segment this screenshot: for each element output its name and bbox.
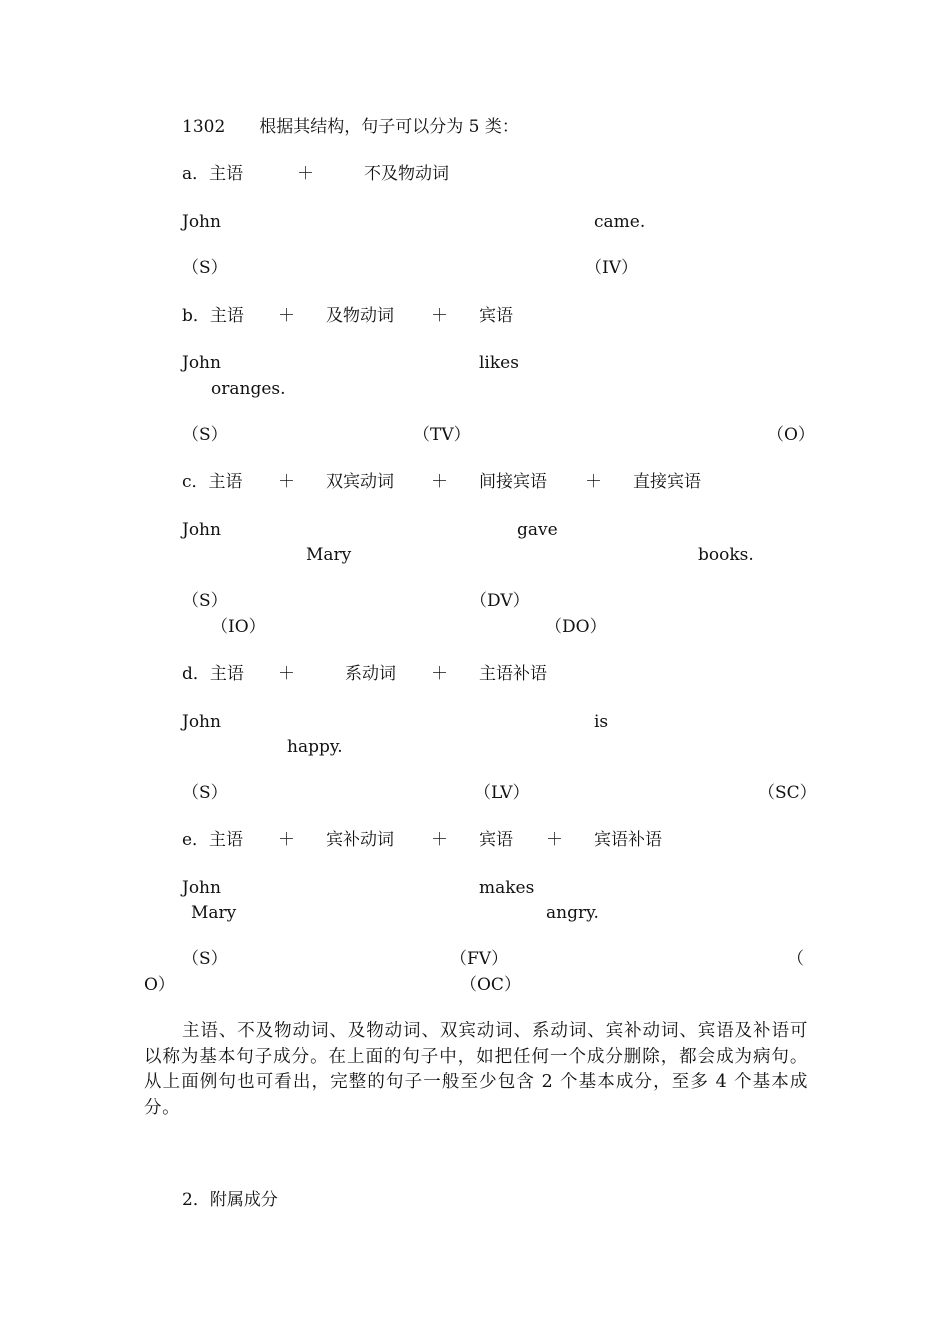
abbr-e-complement: （OC） [460, 975, 521, 995]
pattern-b-verb: 及物动词 [326, 306, 394, 326]
example-d-subject: John [182, 712, 221, 732]
example-a-verb: came. [594, 212, 646, 232]
abbr-c-indirect-object: （IO） [211, 617, 266, 637]
pattern-c-indirect-object: 间接宾语 [479, 472, 547, 492]
example-c-indirect-object: Mary [306, 545, 352, 565]
abbr-a-verb: （IV） [585, 258, 638, 278]
pattern-b-plus1: ＋ [278, 306, 295, 326]
abbr-e-object-open: （ [787, 949, 804, 969]
example-d-verb: is [594, 712, 609, 732]
pattern-c-direct-object: 直接宾语 [633, 472, 701, 492]
section-heading: 1302 根据其结构，句子可以分为 5 类： [182, 117, 519, 137]
abbr-d-complement: （SC） [758, 783, 817, 803]
example-e-subject: John [182, 878, 221, 898]
pattern-e-plus2: ＋ [431, 830, 448, 850]
example-b-verb: likes [479, 353, 519, 373]
pattern-d-subject-complement: 主语补语 [479, 664, 547, 684]
pattern-a-verb: 不及物动词 [364, 164, 449, 184]
pattern-c-plus2: ＋ [431, 472, 448, 492]
example-d-complement: happy. [287, 737, 343, 757]
summary-paragraph: 主语、不及物动词、及物动词、双宾动词、系动词、宾补动词、宾语及补语可以称为基本句子成分。在上面的句子中，如把任何一个成分删除，都会成为病句。从上面例句也可看出，完整的句子一般至少包含 2 个基本成分，至多 4 个基本成分。 [144, 1021, 808, 1118]
example-c-direct-object: books. [698, 545, 754, 565]
example-c-subject: John [182, 520, 221, 540]
abbr-a-subject: （S） [182, 258, 228, 278]
pattern-d-label: d．主语 [182, 664, 244, 684]
pattern-b-object: 宾语 [479, 306, 513, 326]
abbr-b-verb: （TV） [413, 425, 471, 445]
example-c-verb: gave [517, 520, 558, 540]
example-b-object: oranges. [211, 379, 286, 399]
pattern-a-label: a．主语 [182, 164, 244, 184]
abbr-b-object: （O） [767, 425, 815, 445]
pattern-c-plus3: ＋ [585, 472, 602, 492]
pattern-e-plus1: ＋ [278, 830, 295, 850]
section-2-heading: 2．附属成分 [182, 1190, 278, 1210]
pattern-e-verb: 宾补动词 [326, 830, 394, 850]
abbr-c-verb: （DV） [470, 591, 530, 611]
example-e-object: Mary [191, 903, 237, 923]
abbr-d-subject: （S） [182, 783, 228, 803]
pattern-d-verb: 系动词 [345, 664, 396, 684]
pattern-c-verb: 双宾动词 [326, 472, 394, 492]
pattern-e-object: 宾语 [479, 830, 513, 850]
pattern-e-label: e．主语 [182, 830, 244, 850]
pattern-e-plus3: ＋ [546, 830, 563, 850]
pattern-b-plus2: ＋ [431, 306, 448, 326]
abbr-e-verb: （FV） [450, 949, 509, 969]
abbr-c-subject: （S） [182, 591, 228, 611]
pattern-b-label: b．主语 [182, 306, 244, 326]
example-b-subject: John [182, 353, 221, 373]
pattern-c-plus1: ＋ [278, 472, 295, 492]
example-a-subject: John [182, 212, 221, 232]
abbr-e-object-rest: O） [144, 975, 175, 995]
pattern-d-plus1: ＋ [278, 664, 295, 684]
abbr-b-subject: （S） [182, 425, 228, 445]
pattern-d-plus2: ＋ [431, 664, 448, 684]
pattern-c-label: c．主语 [182, 472, 243, 492]
abbr-d-verb: （LV） [474, 783, 530, 803]
pattern-e-object-complement: 宾语补语 [594, 830, 662, 850]
abbr-e-subject: （S） [182, 949, 228, 969]
pattern-a-plus: ＋ [297, 164, 314, 184]
example-e-complement: angry. [546, 903, 599, 923]
example-e-verb: makes [479, 878, 535, 898]
abbr-c-direct-object: （DO） [545, 617, 607, 637]
